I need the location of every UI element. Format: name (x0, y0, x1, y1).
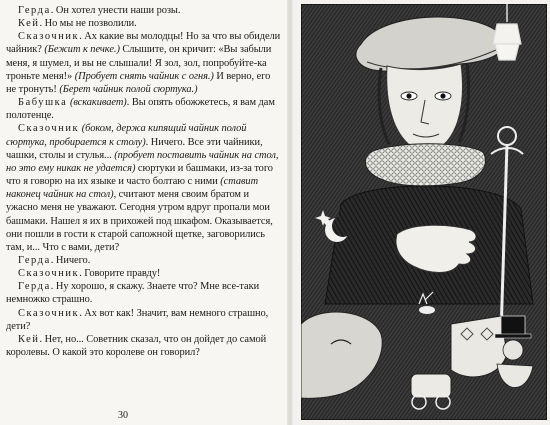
dialogue-text: . Ну хорошо, я скажу. Знаете что? Мне все-таки немножко страшно. (6, 281, 260, 306)
stage-direction: (пробует поставить чайник на стол, но это ему никак не удается) (6, 149, 279, 174)
dialogue-text: . Вы опять обожжетесь, я вам дам полотенце. (6, 97, 275, 122)
speaker-name: Герда (18, 254, 51, 266)
page-number: 30 (118, 410, 128, 421)
speaker-name: Сказочник (18, 307, 80, 319)
dialogue-text: . Он хотел унести наши розы. (50, 5, 181, 16)
stage-direction: (Пробует снять чайник с огня.) (74, 70, 214, 82)
dialogue-text: . Говорите правду! (79, 268, 161, 280)
dialogue-text: . Но мы не позволили. (39, 18, 137, 30)
play-text (6, 4, 282, 359)
stage-direction: (боком, держа кипящий чайник полой сюртука, пробирается к столу) (6, 123, 247, 148)
dialogue-paragraph (6, 96, 282, 122)
dialogue-paragraph (6, 4, 282, 17)
speaker-name: Кей (18, 333, 40, 345)
dialogue-text: . Ах какие вы молодцы! Но за что вы обидели чайник? (6, 31, 281, 56)
dialogue-text: , считают меня своим братом и ужасно меня не уважают. Сегодня утром вдруг пропали мои башмаки. Нашел я их в прихожей под шкафом. Оказывается, они пошли в гости к старой сапожной щетке, заговорились там, и... Что с вами, дети? (6, 189, 273, 253)
dialogue-paragraph (6, 267, 282, 280)
page-gutter (287, 0, 293, 425)
dialogue-text: сюртуки и башмаки, из-за того что я говорю на их языке и часто болтаю с ними (6, 162, 273, 188)
speaker-name: Сказочник (18, 268, 80, 280)
stage-direction: (Берет чайник полой сюртука.) (59, 83, 198, 95)
dialogue-paragraph (6, 280, 282, 306)
stage-direction: (ставит наконец чайник на стол) (6, 176, 259, 201)
speaker-name: Герда (18, 281, 51, 293)
dialogue-paragraph (6, 333, 282, 359)
stage-direction: (Бежит к печке.) (44, 44, 120, 56)
speaker-name: Кей (18, 18, 40, 30)
dialogue-text: . Ничего. (50, 254, 91, 266)
dialogue-text: Слышите, он кричит: «Вы забыли меня, я шумел, и вы не слышали! Я зол, зол, попробуйте-ка троньте меня!» (6, 44, 272, 82)
speaker-name: Сказочник (18, 123, 80, 135)
dialogue-text: . Нет, но... Советник сказал, что он дойдет до самой королевы. О какой это королеве он говорил? (6, 333, 267, 359)
dialogue-paragraph (6, 17, 282, 30)
speaker-name: Бабушка (18, 97, 68, 109)
dialogue-paragraph (6, 307, 282, 333)
storyteller-illustration (301, 4, 547, 420)
dialogue-text: . Ах вот как! Значит, вам немного страшно, дети? (6, 307, 269, 332)
stage-direction: (вскакивает) (69, 97, 127, 109)
dialogue-text: И верно, его не тронуть! (6, 70, 271, 95)
speaker-name: Сказочник (18, 31, 80, 43)
dialogue-paragraph (6, 122, 282, 254)
speaker-name: Герда (18, 5, 51, 16)
ruff-collar-drawing (365, 144, 485, 186)
dialogue-paragraph (6, 30, 282, 96)
dialogue-text: . Ничего. Все эти чайники, чашки, столы и стулья... (6, 136, 263, 161)
dialogue-paragraph (6, 254, 282, 267)
